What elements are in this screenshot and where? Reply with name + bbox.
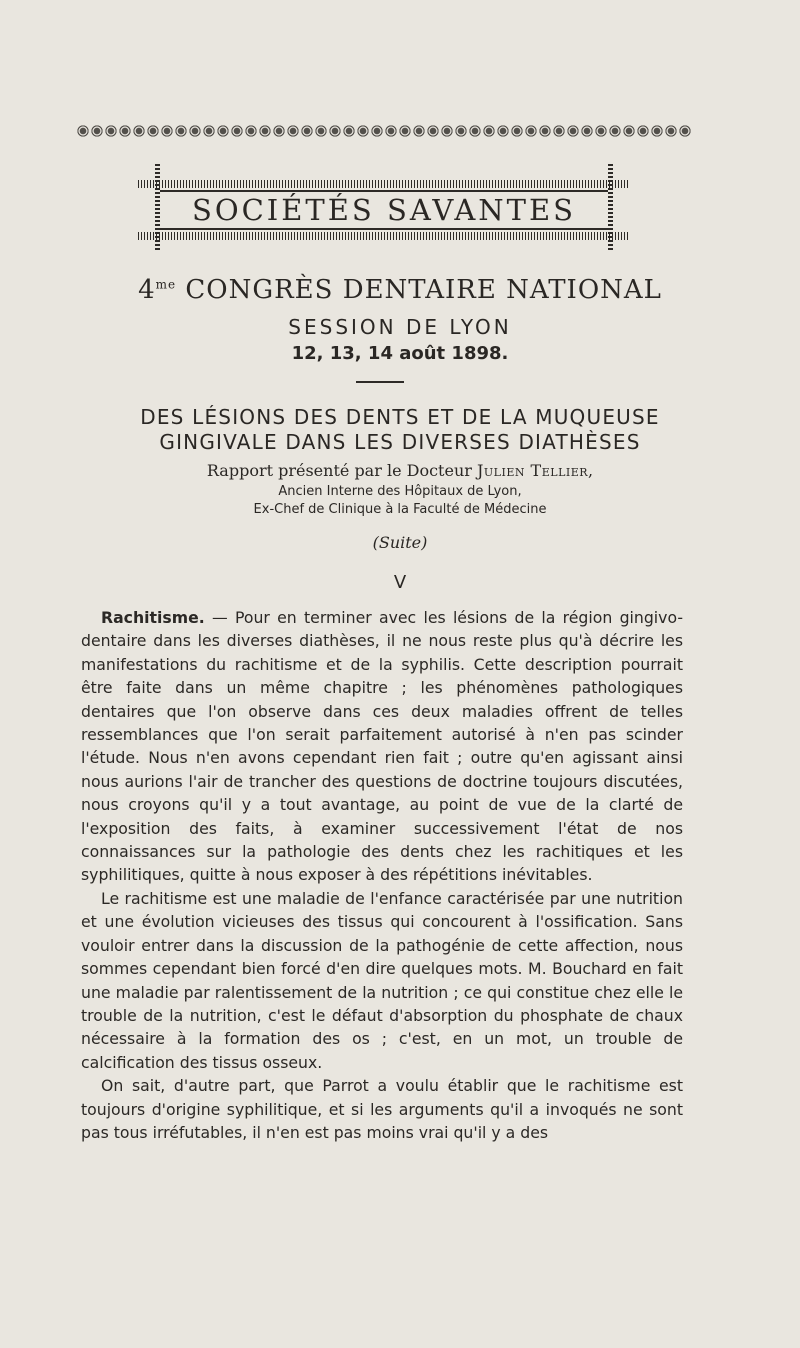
banner-title: SOCIÉTÉS SAVANTES [191,193,577,227]
paragraph: Le rachitisme est une maladie de l'enfance caractérisée par une nutrition et une évolution vicieuses des tissus qui concourent à l'ossification. Sans vouloir entrer dans la discussion de la pathogénie de cette affection, nous sommes cependant bien forcé d'en dire quelques mots. M. Bouchard en fait une maladie par ralentissement de la nutrition ; ce qui constitue chez elle le trouble de la nutrition, c'est le défaut d'absorption du phosphate de chaux nécessaire à la formation des os ; c'est, en un mot, un trouble de calcification des tissus osseux. [81,888,683,1072]
author-credential-1: Ancien Interne des Hôpitaux de Lyon, [278,484,522,499]
ornamental-border [76,124,692,138]
banner-hatch-top [138,180,630,188]
congress-name: CONGRÈS DENTAIRE NATIONAL [185,275,662,305]
report-suffix: , [588,461,594,480]
continuation-note: (Suite) [372,533,428,552]
separator-rule [356,381,404,383]
report-prefix: Rapport présenté par le Docteur [206,461,477,480]
author-credential-2: Ex-Chef de Clinique à la Faculté de Médecine [253,502,547,517]
paragraph: On sait, d'autre part, que Parrot a voulu établir que le rachitisme est toujours d'origine syphilitique, et si les arguments qu'il a invoqués ne sont pas tous irréfutables, il n'en est pas moins vrai qu'il y a des [81,1076,683,1142]
paragraph-text: — Pour en terminer avec les lésions de la région gingivo-dentaire dans les diverses diathèses, il ne nous reste plus qu'à décrire les manifestations du rachitisme et de la syphilis. Cette description pourrait être faite dans un même chapitre ; les phénomènes pathologiques dentaires que l'on observe dans ces deux maladies offrent de telles ressemblances que l'on serait parfaitement autorisé à n'en pas scinder l'étude. Nous n'en avons cependant rien fait ; outre qu'en agissant ainsi nous aurions l'air de trancher des questions de doctrine toujours discutées, nous croyons qu'il y a tout avantage, au point de vue de la clarté de l'exposition des faits, à examiner successivement l'état de nos connaissances sur la pathologie des dents chez les rachitiques et les syphilitiques, quitte à nous exposer à des répétitions inévitables. [81,608,683,885]
banner-hatch-bottom [138,232,630,240]
paragraph-lead: Rachitisme. [101,608,205,627]
section-number: V [393,572,407,593]
banner-rule-bottom [160,228,608,230]
article-body [81,606,683,1144]
congress-title [0,275,800,305]
report-byline [0,461,800,480]
session-title: SESSION DE LYON [288,315,512,339]
article-heading-line1: DES LÉSIONS DES DENTS ET DE LA MUQUEUSE [140,405,660,429]
section-banner [138,160,630,260]
paragraph [81,606,683,887]
report-author: Julien Tellier [476,461,589,480]
session-dates: 12, 13, 14 août 1898. [291,343,509,364]
congress-ordinal-sup: me [155,277,177,292]
congress-ordinal: 4 [138,275,156,305]
article-heading-line2: GINGIVALE DANS LES DIVERSES DIATHÈSES [159,430,641,454]
